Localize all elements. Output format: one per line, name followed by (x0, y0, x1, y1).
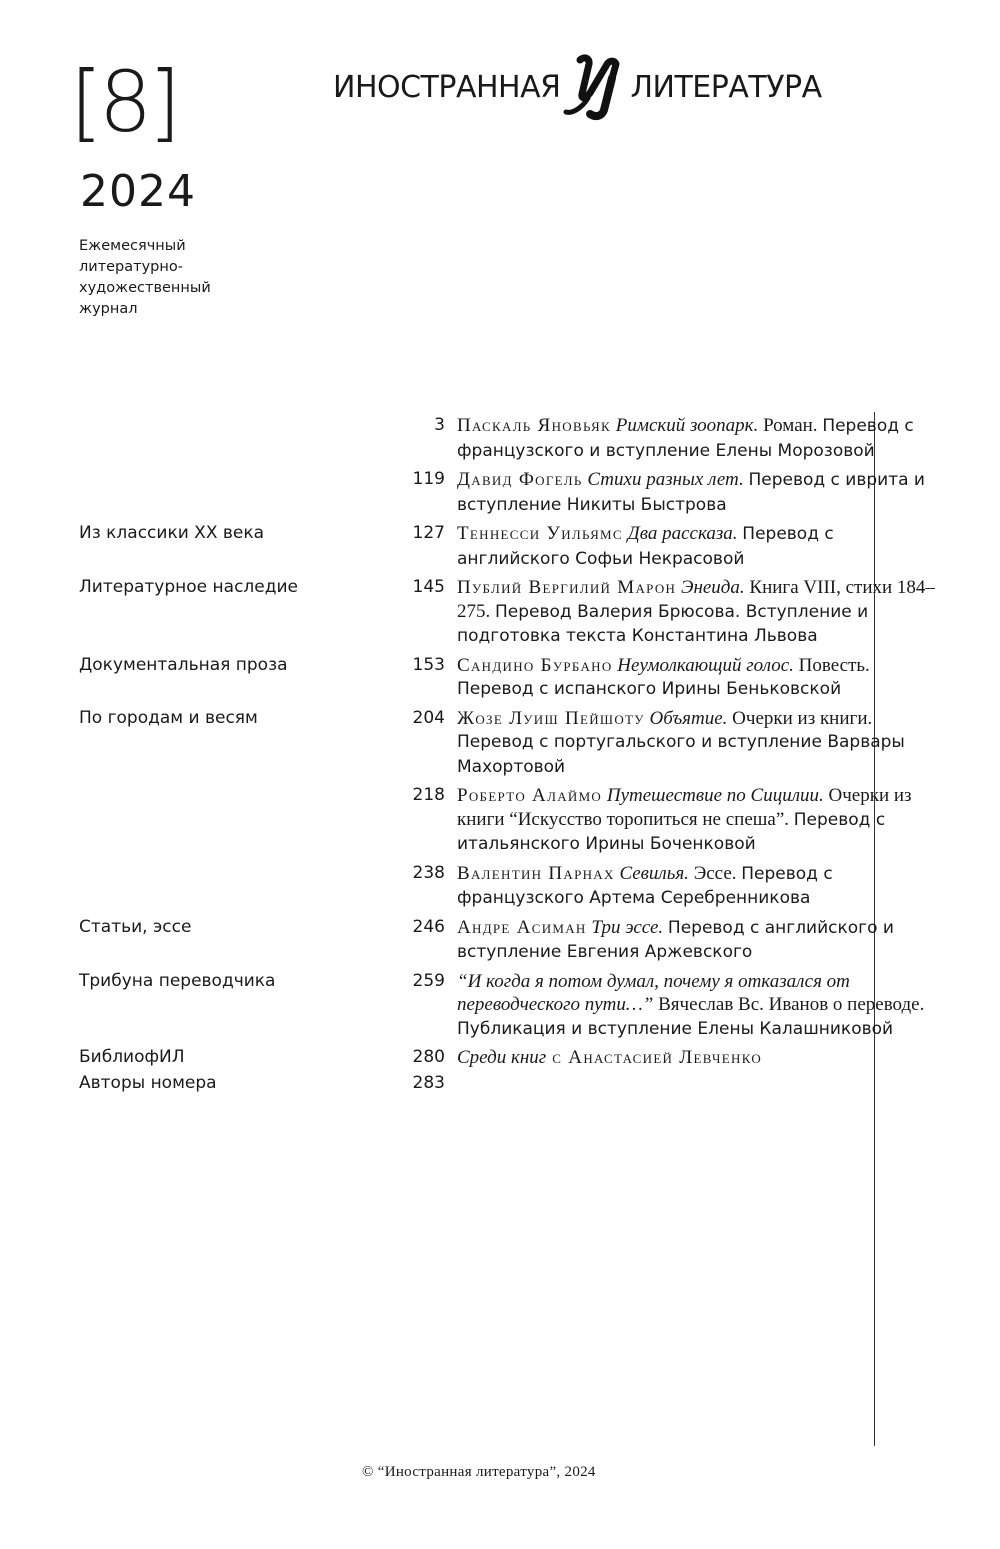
toc-section: Авторы номера (79, 1072, 217, 1093)
toc-entry[interactable] (0, 970, 1000, 1042)
journal-subtitle (79, 236, 249, 320)
toc-page: 280 (412, 1047, 445, 1067)
toc-entry[interactable] (0, 654, 1000, 702)
toc-entry[interactable] (0, 916, 1000, 965)
toc-title: Римский зоопарк. (615, 415, 759, 436)
journal-logo-icon (560, 52, 632, 122)
toc-tail: Эссе. (688, 862, 737, 884)
toc-body (457, 970, 935, 1042)
toc-section: Из классики XX века (79, 523, 265, 543)
toc-tail: Очерки из книги. (727, 707, 873, 729)
toc-tail: Роман. (758, 415, 818, 436)
toc-title: “И когда я потом думал, почему я отказался от переводческого пути…” (457, 970, 850, 1015)
toc-author: Теннесси Уильямс (457, 523, 623, 544)
toc-author: Публий Вергилий Марон (457, 577, 677, 598)
toc-tail: Очерки из книги “Искусство торопиться не спеша”. (457, 785, 912, 830)
toc-entry[interactable] (0, 1072, 1000, 1096)
toc-section (79, 414, 388, 463)
toc-page: 246 (412, 916, 445, 937)
toc-note: Перевод с английского и вступление Евгения Аржевского (457, 917, 894, 962)
toc-note: Перевод с французского Артема Серебренникова (457, 863, 833, 908)
toc-title: Стихи разных лет. (587, 469, 744, 490)
toc-entry[interactable] (0, 522, 1000, 571)
toc-body (457, 576, 935, 649)
toc-body (457, 1072, 935, 1096)
copyright-notice: © “Иностранная литература”, 2024 (362, 1464, 596, 1480)
toc-entry[interactable] (0, 784, 1000, 857)
toc-body (457, 522, 935, 571)
toc-section (79, 862, 388, 911)
toc-section: БиблиофИЛ (79, 1047, 185, 1067)
toc-note: Перевод с испанского Ирины Беньковской (457, 679, 842, 699)
toc-author: Жозе Луиш Пейшоту (457, 707, 645, 729)
toc-page: 283 (412, 1072, 445, 1093)
toc-note: Перевод с английского Софьи Некрасовой (457, 524, 834, 569)
table-of-contents (0, 414, 1000, 1097)
toc-body (457, 414, 935, 463)
toc-body (457, 707, 935, 780)
toc-tail: Вячеслав Вс. Иванов о переводе. (653, 994, 925, 1015)
toc-entry[interactable] (0, 576, 1000, 649)
toc-note: Перевод с итальянского Ирины Боченковой (457, 809, 886, 854)
toc-note: Перевод с иврита и вступление Никиты Быстрова (457, 470, 925, 515)
toc-section: По городам и весям (79, 707, 258, 728)
toc-body (457, 654, 935, 702)
toc-tail: с Анастасией Левченко (546, 1047, 763, 1068)
toc-author: Андре Асиман (457, 916, 587, 938)
toc-title: Путешествие по Сицилии. (606, 785, 824, 806)
toc-author: Паскаль Яновьяк (457, 415, 611, 436)
toc-title: Севилья. (619, 862, 689, 884)
issue-year: 2024 (80, 166, 196, 217)
toc-section (79, 784, 388, 857)
toc-entry[interactable] (0, 862, 1000, 911)
masthead-left-word: ИНОСТРАННАЯ (333, 69, 561, 105)
toc-page: 204 (412, 707, 445, 728)
toc-tail: Книга VIII, стихи 184–275. (457, 577, 935, 622)
toc-section (79, 468, 388, 517)
toc-note: Перевод Валерия Брюсова. Вступление и подготовка текста Константина Львова (457, 601, 869, 646)
toc-note: Перевод с французского и вступление Елены Морозовой (457, 416, 914, 461)
toc-title: Три эссе. (591, 916, 664, 938)
toc-body (457, 784, 935, 857)
toc-page: 145 (412, 577, 445, 597)
toc-page: 218 (412, 785, 445, 805)
toc-author: Роберто Алаймо (457, 785, 603, 806)
toc-page: 119 (412, 469, 445, 489)
subtitle-line: Ежемесячный (79, 238, 186, 254)
toc-tail: Повесть. (793, 654, 870, 676)
toc-page: 153 (412, 654, 445, 675)
toc-title: Объятие. (649, 707, 728, 729)
toc-entry[interactable] (0, 707, 1000, 780)
issue-number: [8] (70, 53, 177, 151)
toc-entry[interactable] (0, 468, 1000, 517)
toc-body (457, 862, 935, 911)
toc-entry[interactable] (0, 414, 1000, 463)
toc-author: Сандино Бурбано (457, 654, 613, 676)
toc-title: Среди книг (457, 1047, 547, 1068)
toc-body (457, 916, 935, 965)
toc-page: 259 (412, 970, 445, 991)
subtitle-line: журнал (79, 301, 138, 317)
subtitle-line: литературно- (79, 259, 183, 275)
toc-page: 127 (412, 523, 445, 543)
toc-page: 3 (434, 415, 445, 435)
toc-title: Энеида. (681, 577, 745, 598)
toc-note: Публикация и вступление Елены Калашниковой (457, 1018, 894, 1039)
toc-body (457, 468, 935, 517)
masthead-right-word: ЛИТЕРАТУРА (630, 69, 822, 105)
toc-author: Давид Фогель (457, 469, 583, 490)
masthead (333, 52, 853, 122)
toc-note: Перевод с португальского и вступление Варвары Махортовой (457, 732, 905, 777)
toc-title: Два рассказа. (627, 523, 738, 544)
toc-author: Валентин Парнах (457, 862, 615, 884)
toc-section: Статьи, эссе (79, 916, 192, 937)
toc-page: 238 (412, 862, 445, 883)
toc-entry[interactable] (0, 1046, 1000, 1070)
toc-title: Неумолкающий голос. (617, 654, 794, 676)
toc-section: Трибуна переводчика (79, 970, 276, 991)
toc-section: Литературное наследие (79, 577, 298, 597)
toc-body (457, 1046, 935, 1070)
subtitle-line: художественный (79, 280, 211, 296)
toc-section: Документальная проза (79, 654, 288, 675)
